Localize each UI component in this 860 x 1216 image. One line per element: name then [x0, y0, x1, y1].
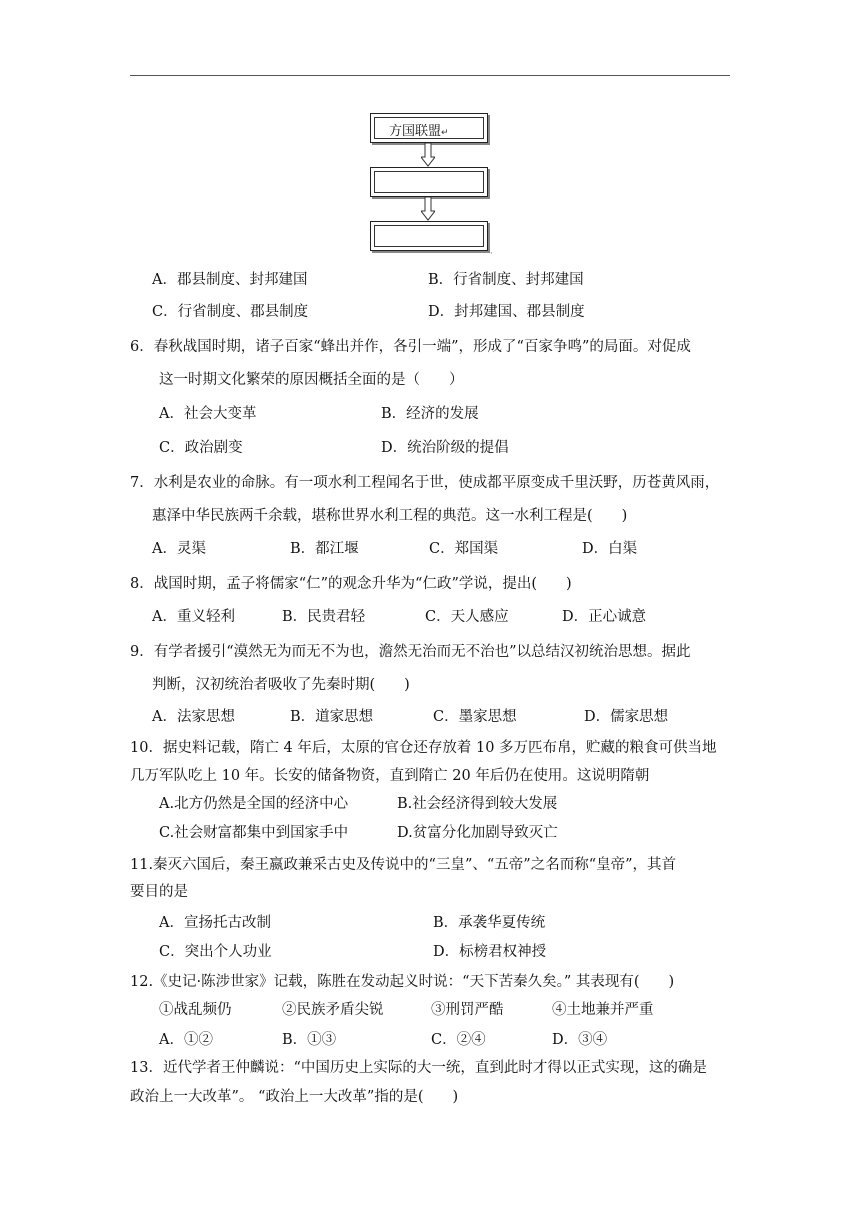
q11-option-a: A．宣扬托古改制 — [159, 915, 271, 931]
q6-option-c: C．政治剧变 — [159, 440, 243, 456]
q12-item-4: ④土地兼并严重 — [552, 1002, 654, 1018]
q9-stem-line2: 判断，汉初统治者吸收了先秦时期( ) — [152, 677, 410, 693]
q9-option-b: B．道家思想 — [290, 709, 374, 725]
q12-item-2: ②民族矛盾尖锐 — [282, 1002, 384, 1018]
q10-stem-line2: 几万军队吃上 10 年。长安的储备物资，直到隋亡 20 年后仍在使用。这说明隋朝 — [130, 768, 650, 784]
q6-option-b: B．经济的发展 — [381, 406, 479, 422]
q7-option-d: D．白渠 — [582, 541, 638, 557]
q7-stem-line1: 7．水利是农业的命脉。有一项水利工程闻名于世，使成都平原变成千里沃野，历苍黄风雨， — [130, 475, 720, 491]
down-arrow-icon — [421, 143, 435, 167]
flow-box-2 — [370, 167, 488, 197]
q9-stem-line1: 9．有学者援引“漠然无为而无不为也，澹然无治而无不治也”以总结汉初统治思想。据此 — [130, 644, 691, 660]
q12-stem-line1: 12.《史记·陈涉世家》记载，陈胜在发动起义时说：“天下苦秦久矣。” 其表现有( ) — [130, 974, 675, 990]
q12-option-b: B．①③ — [282, 1032, 337, 1048]
q12-item-3: ③刑罚严酷 — [431, 1002, 504, 1018]
q10-option-c: C.社会财富都集中到国家手中 — [159, 825, 349, 841]
q9-option-a: A．法家思想 — [152, 709, 235, 725]
flow-box-1-label: 方国联盟 — [389, 124, 442, 139]
q11-option-c: C．突出个人功业 — [159, 944, 272, 960]
q8-stem-line1: 8．战国时期，孟子将儒家“仁”的观念升华为“仁政”学说，提出( ) — [130, 576, 572, 592]
q11-stem-line1: 11.秦灭六国后，秦王嬴政兼采古史及传说中的“三皇”、“五帝”之名而称“皇帝”，其首 — [130, 857, 677, 873]
corner-mark: · — [490, 249, 493, 258]
q7-option-a: A．灵渠 — [152, 541, 206, 557]
q8-option-a: A．重义轻利 — [152, 609, 235, 625]
q10-option-a: A.北方仍然是全国的经济中心 — [159, 796, 349, 812]
q12-item-1: ①战乱频仍 — [159, 1002, 232, 1018]
q10-stem-line1: 10．据史料记载，隋亡 4 年后，太原的官仓还存放着 10 多万匹布帛，贮藏的粮食可供当地 — [130, 740, 717, 756]
q10-option-d: D.贫富分化加剧导致灭亡 — [397, 825, 558, 841]
q12-option-c: C．②④ — [431, 1032, 486, 1048]
q10-option-b: B.社会经济得到较大发展 — [397, 796, 558, 812]
flow-box-3 — [370, 221, 488, 251]
q6-stem-line2: 这一时期文化繁荣的原因概括全面的是（ ） — [159, 372, 464, 388]
q9-option-d: D．儒家思想 — [584, 709, 669, 725]
down-arrow-icon — [421, 197, 435, 221]
q6-option-d: D．统治阶级的提倡 — [381, 440, 509, 456]
q11-option-d: D．标榜君权神授 — [433, 944, 547, 960]
q13-stem-line2: 政治上一大改革”。 “政治上一大改革”指的是( ) — [130, 1089, 459, 1105]
q7-option-c: C．郑国渠 — [429, 541, 499, 557]
q5-option-c: C．行省制度、郡县制度 — [152, 304, 309, 320]
q8-option-b: B．民贵君轻 — [282, 609, 366, 625]
q8-option-d: D．正心诚意 — [562, 609, 647, 625]
q12-option-d: D．③④ — [552, 1032, 608, 1048]
q6-option-a: A．社会大变革 — [159, 406, 257, 422]
q9-option-c: C．墨家思想 — [433, 709, 517, 725]
header-rule — [130, 75, 730, 76]
q11-option-b: B．承袭华夏传统 — [433, 915, 546, 931]
q5-option-d: D．封邦建国、郡县制度 — [428, 304, 585, 320]
q5-option-b: B．行省制度、封邦建国 — [428, 272, 584, 288]
q7-option-b: B．都江堰 — [290, 541, 359, 557]
return-mark-icon: ↵ — [441, 128, 449, 138]
q12-option-a: A．①② — [159, 1032, 213, 1048]
q11-stem-line2: 要目的是 — [130, 884, 188, 900]
q8-option-c: C．天人感应 — [425, 609, 509, 625]
q13-stem-line1: 13．近代学者王仲麟说：“中国历史上实际的大一统，直到此时才得以正式实现，这的确是 — [130, 1060, 707, 1076]
q6-stem-line1: 6．春秋战国时期，诸子百家“蜂出并作，各引一端”，形成了“百家争鸣”的局面。对促成 — [130, 339, 691, 355]
flow-box-1 — [370, 113, 488, 143]
q7-stem-line2: 惠泽中华民族两千余载，堪称世界水利工程的典范。这一水利工程是( ) — [152, 508, 628, 524]
q5-option-a: A．郡县制度、封邦建国 — [152, 272, 308, 288]
